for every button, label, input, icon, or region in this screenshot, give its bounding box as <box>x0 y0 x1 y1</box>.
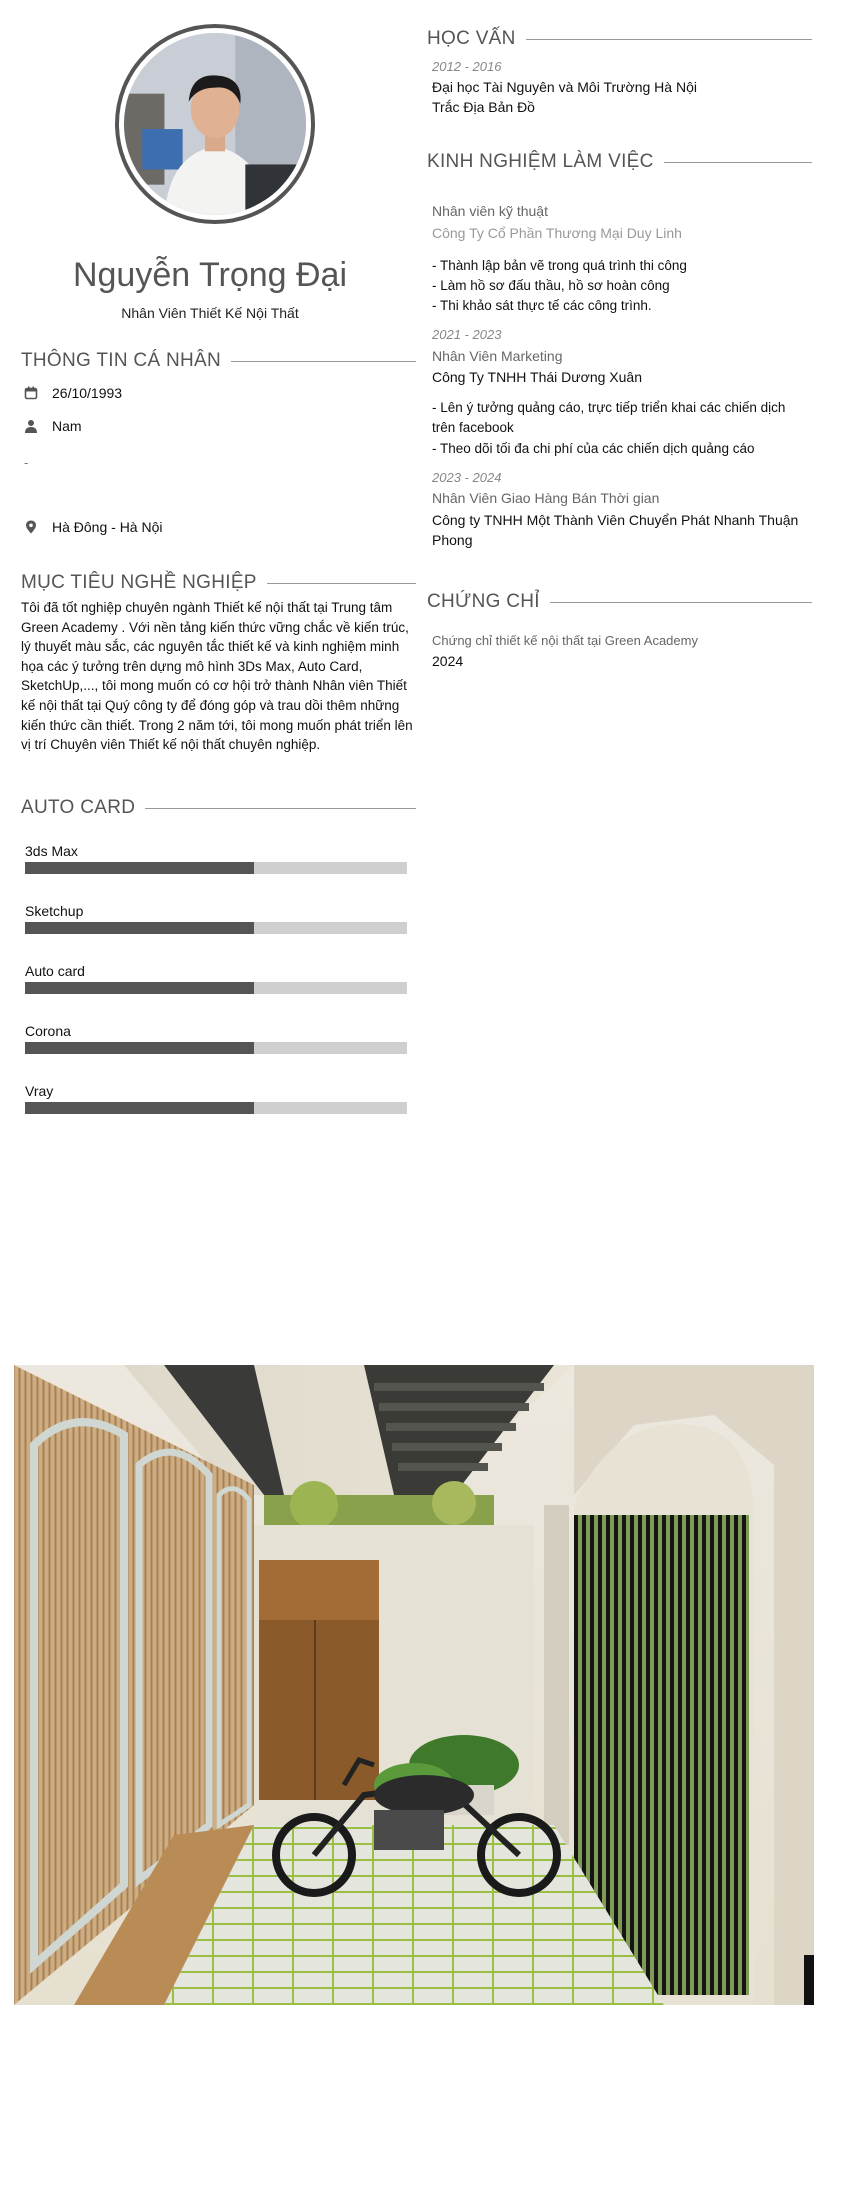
job-task: - Thành lập bản vẽ trong quá trình thi công <box>432 258 687 273</box>
education-end: 2016 <box>472 59 502 74</box>
birthday-row <box>24 385 122 401</box>
certificates-heading <box>427 591 812 613</box>
job-company: Công ty TNHH Một Thành Viên Chuyển Phát Nhanh Thuận Phong <box>432 512 799 548</box>
education-major: Trắc Địa Bản Đồ <box>432 99 535 115</box>
heading-divider <box>526 39 812 40</box>
job-company: Công Ty TNHH Thái Dương Xuân <box>432 369 642 385</box>
person-icon <box>24 419 38 433</box>
profile-photo <box>124 33 306 215</box>
education-heading <box>427 28 812 50</box>
skill-bar-fill <box>25 1102 254 1114</box>
skill-item <box>25 963 407 994</box>
skills-heading <box>21 797 416 819</box>
skills-heading-text: AUTO CARD <box>21 797 136 818</box>
skill-item <box>25 1083 407 1114</box>
job-dates <box>432 470 501 485</box>
certificates-heading-text: CHỨNG CHỈ <box>427 591 540 612</box>
gender-row <box>24 418 82 434</box>
certificate-year: 2024 <box>432 653 464 669</box>
phone-placeholder: - <box>24 455 29 470</box>
date-separator: - <box>464 59 469 74</box>
job-task: - Thi khảo sát thực tế các công trình. <box>432 298 652 313</box>
skill-label: 3ds Max <box>25 843 78 859</box>
skill-item <box>25 903 407 934</box>
birthday-value: 26/10/1993 <box>52 385 123 401</box>
objective-heading-text: MỤC TIÊU NGHỀ NGHIỆP <box>21 572 257 593</box>
heading-divider <box>664 162 812 163</box>
skill-bar-track <box>25 1102 407 1114</box>
education-dates <box>432 59 501 74</box>
profile-photo-frame <box>115 24 315 224</box>
skill-label: Vray <box>25 1083 54 1099</box>
personal-info-heading-text: THÔNG TIN CÁ NHÂN <box>21 350 222 371</box>
gender-value: Nam <box>52 418 82 434</box>
skill-bar-track <box>25 1042 407 1054</box>
heading-divider <box>550 602 812 603</box>
skill-bar-track <box>25 982 407 994</box>
personal-info-heading <box>21 350 416 372</box>
job-start: 2023 <box>432 470 461 485</box>
experience-heading-text: KINH NGHIỆM LÀM VIỆC <box>427 151 654 172</box>
address-value: Hà Đông - Hà Nội <box>52 519 163 535</box>
job-role: Nhân viên kỹ thuật <box>432 203 548 219</box>
job-role: Nhân Viên Marketing <box>432 348 563 364</box>
candidate-job-title: Nhân Viên Thiết Kế Nội Thất <box>121 305 299 321</box>
objective-heading <box>21 572 416 594</box>
job-task: - Làm hồ sơ đấu thầu, hồ sơ hoàn công <box>432 278 670 293</box>
candidate-name: Nguyễn Trọng Đại <box>72 256 348 294</box>
garage-corridor-illustration <box>14 1365 814 2005</box>
interior-render-image <box>14 1365 814 2005</box>
calendar-icon <box>24 386 38 400</box>
job-dates <box>432 327 501 342</box>
heading-divider <box>145 808 416 809</box>
job-role: Nhân Viên Giao Hàng Bán Thời gian <box>432 490 660 506</box>
job-task: - Theo dõi tối đa chi phí của các chiến dịch quảng cáo <box>432 441 755 456</box>
education-heading-text: HỌC VẤN <box>427 28 516 49</box>
heading-divider <box>267 583 416 584</box>
skill-item <box>25 1023 407 1054</box>
skill-label: Sketchup <box>25 903 84 919</box>
skill-bar-track <box>25 922 407 934</box>
job-end: 2023 <box>472 327 502 342</box>
education-start: 2012 <box>432 59 461 74</box>
skill-bar-track <box>25 862 407 874</box>
job-company: Công Ty Cổ Phần Thương Mại Duy Linh <box>432 225 682 241</box>
objective-text: Tôi đã tốt nghiệp chuyên ngành Thiết kế nội thất tại Trung tâm Green Academy . Với nền tảng kiến thức vững chắc về kiến trúc, lý thuyết màu sắc, các nguyên tắc thiết kế và kinh nghiệm minh họa các ý tưởng trên dựng mô hình 3Ds Max, Auto Card, SketchUp,..., tôi mong muốn có cơ hội trở thành Nhân viên Thiết kế nội thất tại Quý công ty để đóng góp và trau dồi thêm những kiến thức cần thiết. Trong 2 năm tới, tôi mong muốn phát triển lên vị trí Chuyên viên Thiết kế nội thất chuyên nghiệp. <box>21 600 413 753</box>
skill-bar-fill <box>25 1042 254 1054</box>
experience-heading <box>427 151 812 173</box>
skill-bar-fill <box>25 862 254 874</box>
job-task: - Lên ý tưởng quảng cáo, trực tiếp triển khai các chiến dịch trên facebook <box>432 400 786 435</box>
address-row <box>24 519 163 535</box>
date-separator: - <box>464 327 469 342</box>
job-start: 2021 <box>432 327 461 342</box>
date-separator: - <box>464 470 469 485</box>
person-portrait-illustration <box>124 33 306 215</box>
location-pin-icon <box>24 520 38 534</box>
heading-divider <box>231 361 416 362</box>
skill-label: Auto card <box>25 963 85 979</box>
certificate-name: Chứng chỉ thiết kế nội thất tại Green Academy <box>432 633 698 648</box>
skill-label: Corona <box>25 1023 71 1039</box>
education-school: Đại học Tài Nguyên và Môi Trường Hà Nội <box>432 79 697 95</box>
skill-bar-fill <box>25 982 254 994</box>
skill-item <box>25 843 407 874</box>
job-end: 2024 <box>472 470 502 485</box>
skill-bar-fill <box>25 922 254 934</box>
